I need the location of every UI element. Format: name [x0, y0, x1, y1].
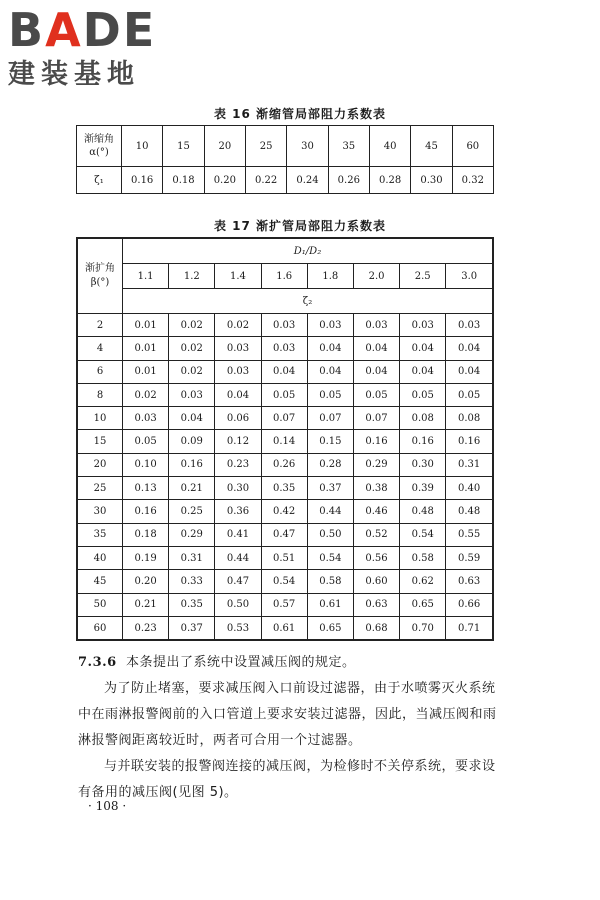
table17-value-cell: 0.65 — [307, 616, 353, 640]
table17-value-cell: 0.05 — [261, 383, 307, 406]
table17-value-cell: 0.35 — [169, 593, 215, 616]
table17-angle-cell: 30 — [77, 500, 123, 523]
table17-header-row-3 — [77, 289, 493, 314]
table17-value-cell: 0.03 — [123, 407, 169, 430]
table17-value-cell: 0.38 — [353, 477, 399, 500]
table17-value-cell: 0.39 — [400, 477, 446, 500]
table17-value-cell: 0.05 — [400, 383, 446, 406]
table17-value-cell: 0.04 — [446, 360, 493, 383]
table17-value-cell: 0.05 — [307, 383, 353, 406]
table17-value-cell: 0.52 — [353, 523, 399, 546]
table17-value-cell: 0.50 — [307, 523, 353, 546]
table17-angle-header — [77, 238, 123, 314]
logo-cjk-text: 建装基地 — [8, 59, 140, 90]
table17-value-cell: 0.71 — [446, 616, 493, 640]
table17-value-cell: 0.54 — [400, 523, 446, 546]
table17-row — [77, 616, 493, 640]
section-paragraph-2: 与并联安装的报警阀连接的减压阀，为检修时不关停系统，要求设有备用的减压阀(见图 5)。 — [78, 759, 496, 800]
table17-value-cell: 0.29 — [353, 453, 399, 476]
table16-angle-cell: 10 — [122, 126, 163, 167]
table17-angle-header-line2: β(°) — [90, 277, 110, 288]
table16-coef-cell: 0.18 — [163, 167, 204, 194]
logo-wordmark: B A DE — [8, 3, 157, 57]
table17-value-cell: 0.03 — [353, 314, 399, 337]
logo-a-mark: A — [45, 3, 83, 57]
table17-value-cell: 0.46 — [353, 500, 399, 523]
table17-value-cell: 0.03 — [261, 337, 307, 360]
table17-value-cell: 0.07 — [353, 407, 399, 430]
table17-value-cell: 0.08 — [400, 407, 446, 430]
table17-value-cell: 0.03 — [215, 360, 261, 383]
table16-angle-cell: 25 — [245, 126, 286, 167]
table16-angle-header-line2: α(°) — [89, 147, 109, 158]
table17-row — [77, 383, 493, 406]
table17-value-cell: 0.31 — [446, 453, 493, 476]
table17-caption: 表 17 渐扩管局部阻力系数表 — [213, 219, 387, 233]
table17-value-cell: 0.51 — [261, 546, 307, 569]
table17-value-cell: 0.02 — [215, 314, 261, 337]
table17-value-cell: 0.33 — [169, 570, 215, 593]
table17-value-cell: 0.04 — [215, 383, 261, 406]
table17-value-cell: 0.07 — [261, 407, 307, 430]
table17-ratio-cell: 1.6 — [261, 264, 307, 289]
table16-angle-cell: 35 — [328, 126, 369, 167]
table17-row — [77, 360, 493, 383]
table17-value-cell: 0.16 — [446, 430, 493, 453]
table17-value-cell: 0.08 — [446, 407, 493, 430]
table17-value-cell: 0.53 — [215, 616, 261, 640]
table17-value-cell: 0.07 — [307, 407, 353, 430]
table17-value-cell: 0.19 — [123, 546, 169, 569]
publisher-logo — [8, 4, 178, 96]
table17-angle-cell: 4 — [77, 337, 123, 360]
table17-value-cell: 0.21 — [169, 477, 215, 500]
table17-value-cell: 0.02 — [169, 360, 215, 383]
table17-value-cell: 0.14 — [261, 430, 307, 453]
table17-angle-cell: 2 — [77, 314, 123, 337]
table16-angle-cell: 45 — [411, 126, 452, 167]
table17-angle-cell: 40 — [77, 546, 123, 569]
table17-value-cell: 0.04 — [353, 360, 399, 383]
table17-row — [77, 593, 493, 616]
table17-value-cell: 0.06 — [215, 407, 261, 430]
table17-value-cell: 0.60 — [353, 570, 399, 593]
table17-value-cell: 0.05 — [123, 430, 169, 453]
table17-value-cell: 0.63 — [446, 570, 493, 593]
table17-value-cell: 0.02 — [169, 337, 215, 360]
table17-value-cell: 0.47 — [215, 570, 261, 593]
section-number: 7.3.6 — [78, 655, 117, 670]
table17-value-cell: 0.20 — [123, 570, 169, 593]
table17-value-cell: 0.18 — [123, 523, 169, 546]
table16-angle-cell: 30 — [287, 126, 328, 167]
table17-value-cell: 0.03 — [215, 337, 261, 360]
table17-value-cell: 0.37 — [169, 616, 215, 640]
table17-ratio-cell: 2.0 — [353, 264, 399, 289]
table17-value-cell: 0.04 — [400, 337, 446, 360]
table16-coef-cell: 0.24 — [287, 167, 328, 194]
table17-value-cell: 0.03 — [169, 383, 215, 406]
table17-value-cell: 0.63 — [353, 593, 399, 616]
table16-coef-header: ζ₁ — [77, 167, 122, 194]
table17-value-cell: 0.55 — [446, 523, 493, 546]
table16-angle-row — [77, 126, 494, 167]
table16-coef-cell: 0.20 — [204, 167, 245, 194]
table17-value-cell: 0.04 — [307, 360, 353, 383]
table17-value-cell: 0.42 — [261, 500, 307, 523]
table17-ratio-cell: 1.1 — [123, 264, 169, 289]
table17-value-cell: 0.61 — [307, 593, 353, 616]
table17-value-cell: 0.66 — [446, 593, 493, 616]
table17-value-cell: 0.25 — [169, 500, 215, 523]
table17-value-cell: 0.57 — [261, 593, 307, 616]
table17-ratio-cell: 2.5 — [400, 264, 446, 289]
table17-row — [77, 523, 493, 546]
table16-contraction-coefficients — [76, 125, 494, 194]
table17-value-cell: 0.54 — [261, 570, 307, 593]
table17-value-cell: 0.09 — [169, 430, 215, 453]
table17-value-cell: 0.04 — [307, 337, 353, 360]
table17-ratio-cell: 3.0 — [446, 264, 493, 289]
table16-angle-cell: 40 — [369, 126, 410, 167]
table17-value-cell: 0.23 — [215, 453, 261, 476]
table16-coef-cell: 0.26 — [328, 167, 369, 194]
table17-value-cell: 0.21 — [123, 593, 169, 616]
table17-value-cell: 0.44 — [215, 546, 261, 569]
table17-value-cell: 0.02 — [123, 383, 169, 406]
table17-row — [77, 453, 493, 476]
table16-angle-cell: 60 — [452, 126, 493, 167]
table17-value-cell: 0.31 — [169, 546, 215, 569]
table17-value-cell: 0.03 — [307, 314, 353, 337]
table17-angle-cell: 6 — [77, 360, 123, 383]
table17-ratio-row — [77, 264, 493, 289]
table16-coef-cell: 0.32 — [452, 167, 493, 194]
table17-value-cell: 0.29 — [169, 523, 215, 546]
table17-angle-cell: 60 — [77, 616, 123, 640]
table17-value-cell: 0.05 — [353, 383, 399, 406]
table17-angle-header-line1: 渐扩角 — [85, 263, 115, 274]
table17-value-cell: 0.03 — [400, 314, 446, 337]
table17-angle-cell: 20 — [77, 453, 123, 476]
table17-row — [77, 546, 493, 569]
table17-angle-cell: 45 — [77, 570, 123, 593]
table17-value-cell: 0.28 — [307, 453, 353, 476]
table17-value-cell: 0.48 — [446, 500, 493, 523]
table17-row — [77, 430, 493, 453]
table17-value-cell: 0.47 — [261, 523, 307, 546]
table17-value-cell: 0.05 — [446, 383, 493, 406]
table17-value-cell: 0.58 — [400, 546, 446, 569]
table17-value-cell: 0.26 — [261, 453, 307, 476]
table17-value-cell: 0.12 — [215, 430, 261, 453]
table17-row — [77, 477, 493, 500]
section-heading — [78, 650, 508, 676]
table17-angle-cell: 35 — [77, 523, 123, 546]
table17-value-cell: 0.70 — [400, 616, 446, 640]
table17-value-cell: 0.41 — [215, 523, 261, 546]
table17-value-cell: 0.13 — [123, 477, 169, 500]
table17-value-cell: 0.68 — [353, 616, 399, 640]
table16-coef-cell: 0.30 — [411, 167, 452, 194]
table17-header-row-1 — [77, 238, 493, 264]
table17-angle-cell: 15 — [77, 430, 123, 453]
table17-value-cell: 0.40 — [446, 477, 493, 500]
table17-value-cell: 0.35 — [261, 477, 307, 500]
table17-value-cell: 0.15 — [307, 430, 353, 453]
table17-value-cell: 0.54 — [307, 546, 353, 569]
table17-value-cell: 0.37 — [307, 477, 353, 500]
table17-row — [77, 337, 493, 360]
table17-value-cell: 0.61 — [261, 616, 307, 640]
table17-value-cell: 0.01 — [123, 337, 169, 360]
table17-value-cell: 0.03 — [261, 314, 307, 337]
table16-caption: 表 16 渐缩管局部阻力系数表 — [213, 107, 387, 121]
table17-value-cell: 0.01 — [123, 360, 169, 383]
table17-body — [77, 314, 493, 641]
table17-value-cell: 0.30 — [400, 453, 446, 476]
table17-value-cell: 0.16 — [169, 453, 215, 476]
table17-value-cell: 0.04 — [261, 360, 307, 383]
table17-value-cell: 0.01 — [123, 314, 169, 337]
table17-value-cell: 0.16 — [123, 500, 169, 523]
table17-ratio-cell: 1.4 — [215, 264, 261, 289]
table17-ratio-cell: 1.8 — [307, 264, 353, 289]
table17-row — [77, 570, 493, 593]
page-number: · 108 · — [88, 799, 127, 813]
table16-angle-header-line1: 渐缩角 — [84, 134, 114, 145]
section-heading-text: 本条提出了系统中设置减压阀的规定。 — [125, 655, 356, 670]
table17-angle-cell: 25 — [77, 477, 123, 500]
table16-angle-cell: 20 — [204, 126, 245, 167]
table17-value-cell: 0.04 — [446, 337, 493, 360]
table17-value-cell: 0.30 — [215, 477, 261, 500]
table17-value-cell: 0.44 — [307, 500, 353, 523]
table17-row — [77, 314, 493, 337]
table17-ratio-cell: 1.2 — [169, 264, 215, 289]
table17-expansion-coefficients — [76, 237, 494, 641]
table16-coef-row — [77, 167, 494, 194]
table17-value-cell: 0.04 — [400, 360, 446, 383]
table17-value-cell: 0.16 — [353, 430, 399, 453]
table17-value-cell: 0.58 — [307, 570, 353, 593]
table17-value-cell: 0.59 — [446, 546, 493, 569]
table17-value-cell: 0.48 — [400, 500, 446, 523]
table17-value-cell: 0.02 — [169, 314, 215, 337]
table17-value-cell: 0.10 — [123, 453, 169, 476]
table16-coef-cell: 0.22 — [245, 167, 286, 194]
table17-value-cell: 0.50 — [215, 593, 261, 616]
table17-row — [77, 407, 493, 430]
table17-value-cell: 0.65 — [400, 593, 446, 616]
table17-value-cell: 0.62 — [400, 570, 446, 593]
table17-coef-header: ζ₂ — [123, 289, 494, 314]
table17-angle-cell: 50 — [77, 593, 123, 616]
table16-coef-cell: 0.16 — [122, 167, 163, 194]
table17-value-cell: 0.23 — [123, 616, 169, 640]
table17-value-cell: 0.56 — [353, 546, 399, 569]
table17-ratio-header: D₁/D₂ — [123, 238, 494, 264]
table17-value-cell: 0.04 — [169, 407, 215, 430]
table17-value-cell: 0.36 — [215, 500, 261, 523]
section-paragraph-1: 为了防止堵塞，要求减压阀入口前设过滤器，由于水喷雾灭火系统中在雨淋报警阀前的入口管道上要求安装过滤器，因此，当减压阀和雨淋报警阀距离较近时，两者可合用一个过滤器。 — [78, 681, 497, 748]
table16-angle-header — [77, 126, 122, 167]
table16-coef-cell: 0.28 — [369, 167, 410, 194]
table17-value-cell: 0.16 — [400, 430, 446, 453]
table17-angle-cell: 8 — [77, 383, 123, 406]
table17-row — [77, 500, 493, 523]
table17-value-cell: 0.04 — [353, 337, 399, 360]
table16-angle-cell: 15 — [163, 126, 204, 167]
table17-value-cell: 0.03 — [446, 314, 493, 337]
table17-angle-cell: 10 — [77, 407, 123, 430]
